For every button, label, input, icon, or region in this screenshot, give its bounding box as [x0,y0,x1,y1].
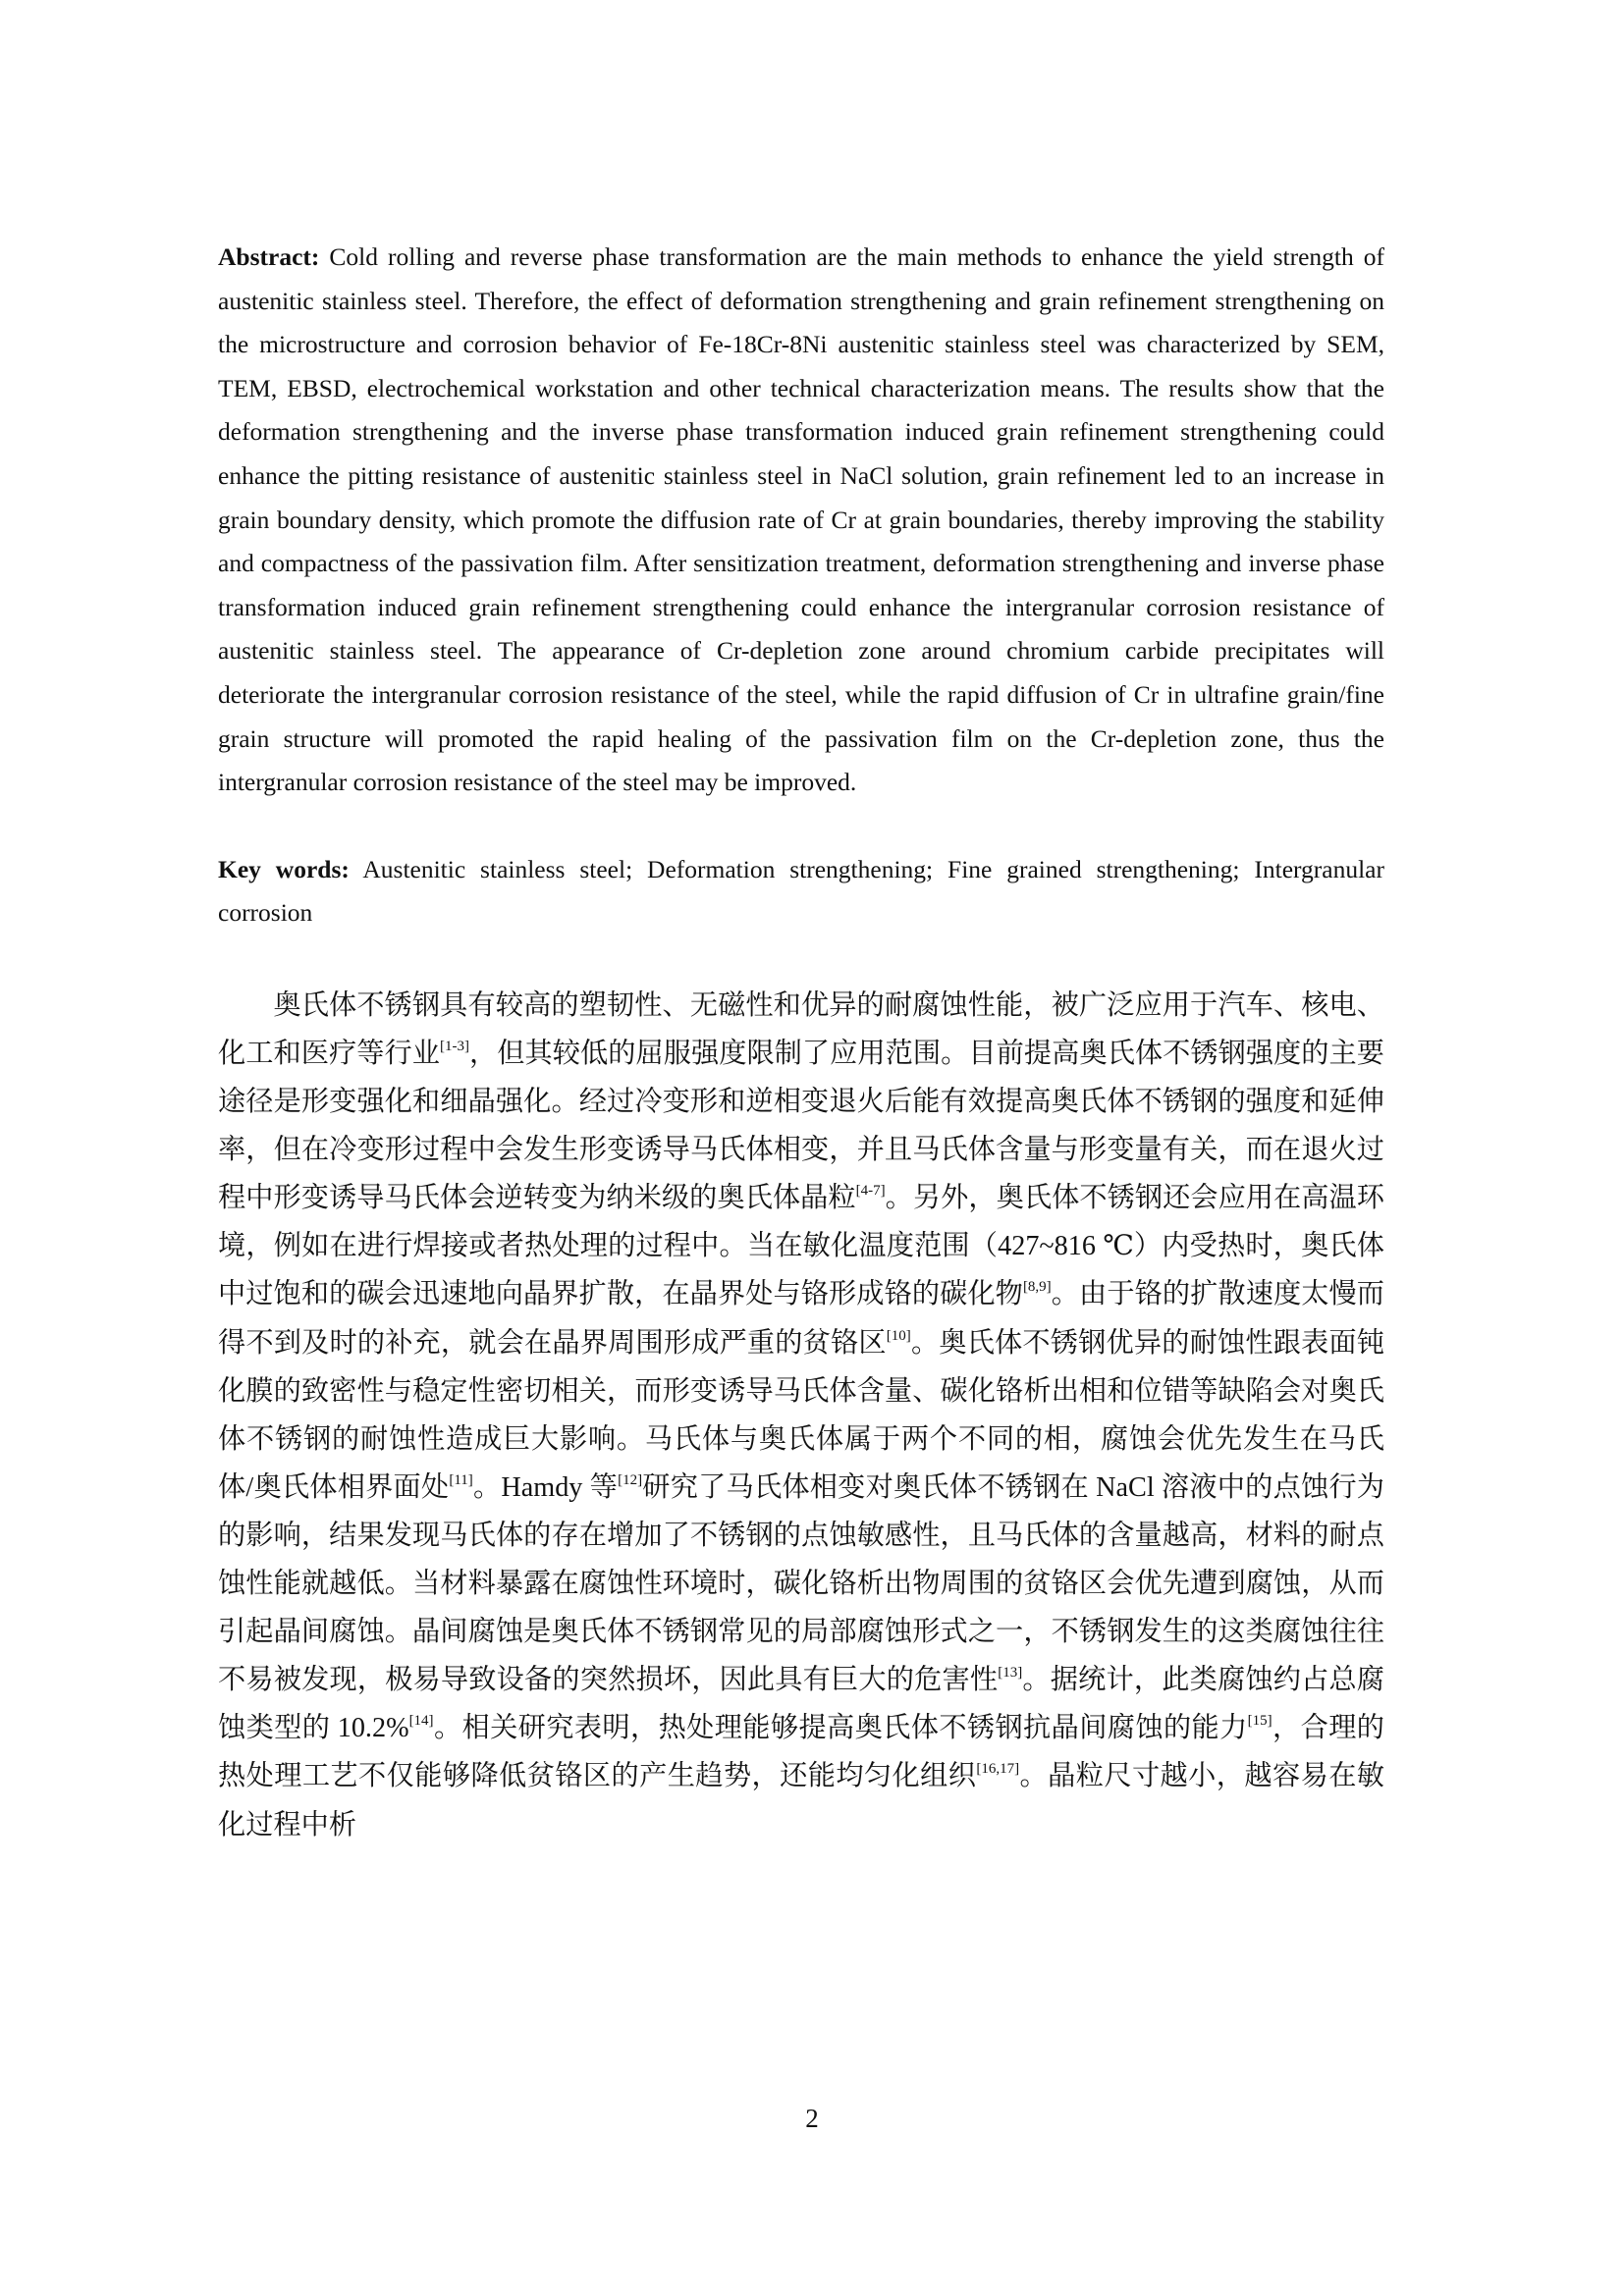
citation: [16,17] [976,1761,1020,1778]
citation: [8,9] [1022,1279,1052,1296]
body-text-segment: 奥氏体不锈钢具有较高的塑韧性、无磁性和优异的耐腐蚀性能，被广泛应用于汽车、核电、化工和医疗等行业 [218,989,1384,1069]
citation: [12] [618,1471,643,1488]
citation: [14] [408,1713,434,1730]
citation: [11] [449,1471,473,1488]
page-number: 2 [805,2104,819,2133]
body-text-segment: 。晶粒尺寸越小，越容易在敏化过程中析 [218,1761,1384,1841]
body-text-segment: 。由于铬的扩散速度太慢而得不到及时的补充，就会在晶界周围形成严重的贫铬区 [218,1279,1384,1359]
keywords-label: Key words: [218,854,350,883]
citation: [4-7] [855,1183,886,1200]
body-text-segment: ，但其较低的屈服强度限制了应用范围。目前提高奥氏体不锈钢强度的主要途径是形变强化和细晶强化。经过冷变形和逆相变退火后能有效提高奥氏体不锈钢的强度和延伸率，但在冷变形过程中会发生形变诱导马氏体相变，并且马氏体含量与形变量有关，而在退火过程中形变诱导马氏体会逆转变为纳米级的奥氏体晶粒 [218,1039,1384,1214]
keywords-paragraph [218,848,1384,935]
body-text-segment: ，合理的热处理工艺不仅能够降低贫铬区的产生趋势，还能均匀化组织 [218,1713,1384,1792]
page-content [218,236,1384,1849]
body-text-segment: 。据统计，此类腐蚀约占总腐蚀类型的 10.2% [218,1665,1384,1744]
keywords-text: Austenitic stainless steel; Deformation strengthening; Fine grained strengthening; Intergranular corrosion [218,854,1384,928]
body-text-segment: 研究了马氏体相变对奥氏体不锈钢在 NaCl 溶液中的点蚀行为的影响，结果发现马氏体的存在增加了不锈钢的点蚀敏感性，且马氏体的含量越高，材料的耐点蚀性能就越低。当材料暴露在腐蚀性环境时，碳化铬析出物周围的贫铬区会优先遭到腐蚀，从而引起晶间腐蚀。晶间腐蚀是奥氏体不锈钢常见的局部腐蚀形式之一，不锈钢发生的这类腐蚀往往不易被发现，极易导致设备的突然损坏，因此具有巨大的危害性 [218,1471,1384,1696]
body-text-segment: 。相关研究表明，热处理能够提高奥氏体不锈钢抗晶间腐蚀的能力 [433,1713,1248,1744]
body-text-segment: 。Hamdy 等 [472,1471,619,1503]
citation: [1-3] [439,1039,469,1054]
citation: [15] [1247,1713,1272,1730]
abstract-paragraph [218,236,1384,805]
citation: [10] [886,1327,911,1344]
citation: [13] [998,1665,1023,1682]
abstract-label: Abstract: [218,242,320,271]
abstract-text: Cold rolling and reverse phase transformation are the main methods to enhance the yield strength of austenitic stainless steel. Therefore, the effect of deformation strengthening and grain refinement strengthening on the microstructure and corrosion behavior of Fe-18Cr-8Ni austenitic stainless steel was characterized by SEM, TEM, EBSD, electrochemical workstation and other technical characterization means. The results show that the deformation strengthening and the inverse phase transformation induced grain refinement strengthening could enhance the pitting resistance of austenitic stainless steel in NaCl solution, grain refinement led to an increase in grain boundary density, which promote the diffusion rate of Cr at grain boundaries, thereby improving the stability and compactness of the passivation film. After sensitization treatment, deformation strengthening and inverse phase transformation induced grain refinement strengthening could enhance the intergranular corrosion resistance of austenitic stainless steel. The appearance of Cr-depletion zone around chromium carbide precipitates will deteriorate the intergranular corrosion resistance of the steel, while the rapid diffusion of Cr in ultrafine grain/fine grain structure will promoted the rapid healing of the passivation film on the Cr-depletion zone, thus the intergranular corrosion resistance of the steel may be improved. [218,242,1385,797]
body-text-segment: 。另外，奥氏体不锈钢还会应用在高温环境，例如在进行焊接或者热处理的过程中。当在敏化温度范围（427~816 ℃）内受热时，奥氏体中过饱和的碳会迅速地向晶界扩散，在晶界处与铬形成铬的碳化物 [218,1183,1384,1310]
body-text-segment: 。奥氏体不锈钢优异的耐蚀性跟表面钝化膜的致密性与稳定性密切相关，而形变诱导马氏体含量、碳化铬析出相和位错等缺陷会对奥氏体不锈钢的耐蚀性造成巨大影响。马氏体与奥氏体属于两个不同的相，腐蚀会优先发生在马氏体/奥氏体相界面处 [218,1327,1384,1503]
body-paragraph [218,982,1384,1849]
